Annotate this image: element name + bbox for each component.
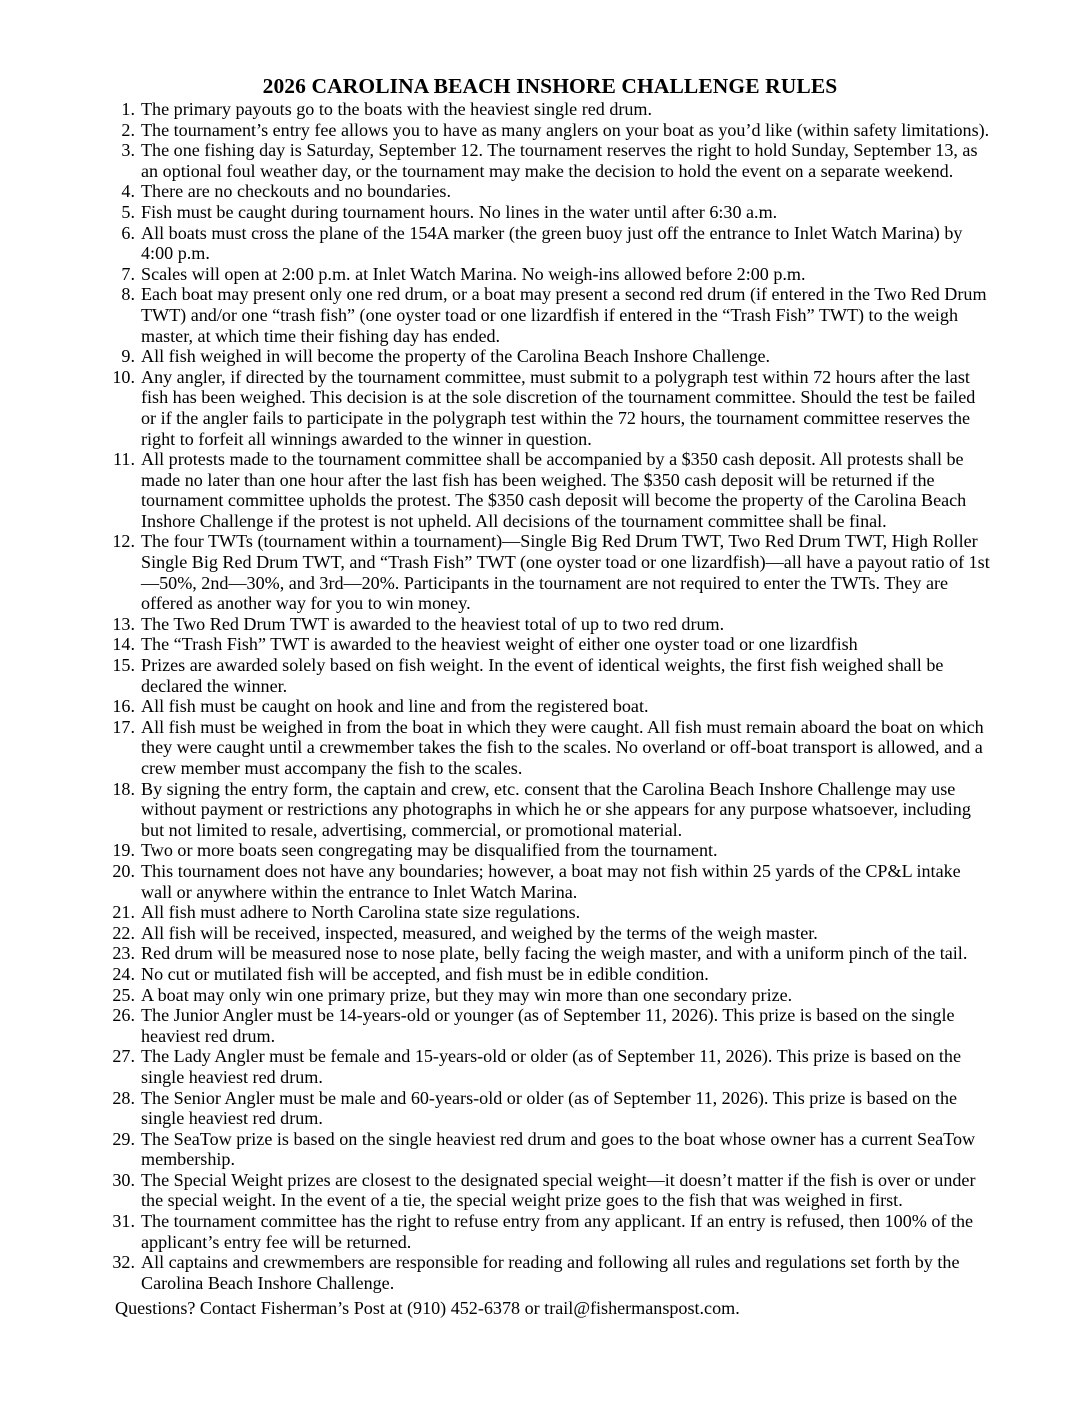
- page-title: 2026 CAROLINA BEACH INSHORE CHALLENGE RULES: [262, 74, 838, 99]
- rule-text: The Senior Angler must be male and 60-years-old or older (as of September 11, 2026). This prize is based on the single heaviest red drum.: [141, 1087, 958, 1129]
- rule-text: All protests made to the tournament committee shall be accompanied by a $350 cash deposit. All protests shall be made no later than one hour after the last fish has been weighed. The $350 cash deposit will be returned if the tournament committee upholds the protest. The $350 cash deposit will become the property of the Carolina Beach Inshore Challenge if the protest is not upheld. All decisions of the tournament committee shall be final.: [141, 449, 967, 531]
- rule-number: 20.: [112, 860, 135, 881]
- rule-item: [110, 1046, 992, 1087]
- rule-item: [110, 120, 992, 141]
- rule-item: [110, 902, 992, 923]
- rule-number: 11.: [113, 449, 135, 470]
- rule-number: 25.: [112, 984, 135, 1005]
- rule-number: 29.: [112, 1128, 135, 1149]
- rule-item: [110, 140, 992, 181]
- rule-item: [110, 779, 992, 841]
- rule-item: [110, 943, 992, 964]
- rule-number: 2.: [121, 119, 135, 140]
- rule-number: 5.: [121, 201, 135, 222]
- rule-item: [110, 861, 992, 902]
- rule-number: 15.: [112, 655, 135, 676]
- rule-item: [110, 367, 992, 449]
- rule-number: 22.: [112, 922, 135, 943]
- rule-text: Any angler, if directed by the tournament committee, must submit to a polygraph test within 72 hours after the last fish has been weighed. This decision is at the sole discretion of the tournament committee. Should the test be failed or if the angler fails to participate in the polygraph test within the 72 hours, the tournament committee reserves the right to forfeit all winnings awarded to the winner in question.: [141, 366, 976, 449]
- rule-item: [110, 181, 992, 202]
- rule-item: [110, 202, 992, 223]
- rule-text: All fish must adhere to North Carolina state size regulations.: [141, 902, 581, 923]
- rule-text: Fish must be caught during tournament hours. No lines in the water until after 6:30 a.m.: [141, 201, 778, 222]
- rule-item: [110, 1088, 992, 1129]
- rule-text: All fish will be received, inspected, measured, and weighed by the terms of the weigh master.: [141, 922, 818, 943]
- rule-number: 13.: [112, 613, 135, 634]
- rule-item: [110, 346, 992, 367]
- rule-item: [110, 99, 992, 120]
- rule-item: [110, 1211, 992, 1252]
- rule-number: 10.: [112, 366, 135, 387]
- rule-number: 28.: [112, 1087, 135, 1108]
- rule-number: 17.: [112, 716, 135, 737]
- rule-item: [110, 985, 992, 1006]
- rule-text: All fish weighed in will become the property of the Carolina Beach Inshore Challenge.: [141, 346, 771, 367]
- rule-number: 7.: [121, 263, 135, 284]
- rule-number: 14.: [112, 634, 135, 655]
- rule-text: The “Trash Fish” TWT is awarded to the heaviest weight of either one oyster toad or one lizardfish: [141, 634, 858, 655]
- rule-number: 16.: [112, 696, 135, 717]
- rule-item: [110, 449, 992, 531]
- rule-text: The Two Red Drum TWT is awarded to the heaviest total of up to two red drum.: [141, 613, 725, 634]
- rule-text: The tournament’s entry fee allows you to have as many anglers on your boat as you’d like (within safety limitations).: [141, 119, 990, 140]
- rule-text: The tournament committee has the right to refuse entry from any applicant. If an entry is refused, then 100% of the applicant’s entry fee will be returned.: [141, 1211, 974, 1252]
- rule-number: 24.: [112, 963, 135, 984]
- rule-item: [110, 717, 992, 779]
- rule-number: 23.: [112, 943, 135, 964]
- rule-number: 19.: [112, 840, 135, 861]
- rule-text: Each boat may present only one red drum, or a boat may present a second red drum (if entered in the Two Red Drum TWT) and/or one “trash fish” (one oyster toad or one lizardfish if entered in the “Trash Fish” TWT) to the weigh master, at which time their fishing day has ended.: [141, 284, 987, 346]
- rule-number: 12.: [112, 531, 135, 552]
- rule-item: [110, 1252, 992, 1293]
- rule-item: [110, 264, 992, 285]
- rule-text: The primary payouts go to the boats with the heaviest single red drum.: [141, 99, 653, 119]
- rule-item: [110, 614, 992, 635]
- rule-text: The four TWTs (tournament within a tournament)—Single Big Red Drum TWT, Two Red Drum TWT, High Roller Single Big Red Drum TWT, and “Trash Fish” TWT (one oyster toad or one lizardfish)—all have a payout ratio of 1st—50%, 2nd—30%, and 3rd—20%. Participants in the tournament are not required to enter the TWTs. They are offered as another way for you to win money.: [141, 531, 990, 614]
- rule-text: All boats must cross the plane of the 154A marker (the green buoy just off the entrance to Inlet Watch Marina) by 4:00 p.m.: [141, 222, 963, 264]
- rule-item: [110, 223, 992, 264]
- contact-footer: Questions? Contact Fisherman’s Post at (910) 452-6378 or trail@fishermanspost.com.: [115, 1298, 740, 1318]
- rule-text: All captains and crewmembers are responsible for reading and following all rules and regulations set forth by the Carolina Beach Inshore Challenge.: [141, 1252, 960, 1293]
- rule-item: [110, 1129, 992, 1170]
- rule-number: 21.: [112, 902, 135, 923]
- rule-text: No cut or mutilated fish will be accepted, and fish must be in edible condition.: [141, 963, 709, 984]
- rule-text: Two or more boats seen congregating may be disqualified from the tournament.: [141, 840, 718, 861]
- rule-text: Scales will open at 2:00 p.m. at Inlet Watch Marina. No weigh-ins allowed before 2:00 p.m.: [141, 263, 806, 284]
- rule-number: 1.: [121, 99, 135, 119]
- rule-number: 18.: [112, 778, 135, 799]
- rule-text: By signing the entry form, the captain and crew, etc. consent that the Carolina Beach Inshore Challenge may use without payment or restrictions any photographs in which he or she appears for any purpose whatsoever, including but not limited to resale, advertising, commercial, or promotional material.: [141, 778, 971, 840]
- rule-item: [110, 1005, 992, 1046]
- rule-item: [110, 964, 992, 985]
- rule-number: 32.: [112, 1252, 135, 1273]
- rule-number: 8.: [121, 284, 135, 305]
- rules-list: [110, 99, 992, 1293]
- rule-text: There are no checkouts and no boundaries.: [141, 181, 451, 202]
- rule-text: The Lady Angler must be female and 15-years-old or older (as of September 11, 2026). This prize is based on the single heaviest red drum.: [141, 1046, 962, 1087]
- rule-item: [110, 1170, 992, 1211]
- rule-item: [110, 696, 992, 717]
- rule-text: The Special Weight prizes are closest to the designated special weight—it doesn’t matter if the fish is over or under the special weight. In the event of a tie, the special weight prize goes to the fish that was weighed in first.: [141, 1169, 976, 1211]
- rule-text: This tournament does not have any boundaries; however, a boat may not fish within 25 yards of the CP&L intake wall or anywhere within the entrance to Inlet Watch Marina.: [141, 860, 961, 902]
- rule-number: 9.: [121, 346, 135, 367]
- rule-number: 6.: [121, 222, 135, 243]
- rule-number: 31.: [112, 1211, 135, 1232]
- rule-text: The SeaTow prize is based on the single heaviest red drum and goes to the boat whose owner has a current SeaTow membership.: [141, 1128, 976, 1170]
- rule-text: Red drum will be measured nose to nose plate, belly facing the weigh master, and with a uniform pinch of the tail.: [141, 943, 968, 964]
- rule-item: [110, 655, 992, 696]
- rule-text: The Junior Angler must be 14-years-old or younger (as of September 11, 2026). This prize is based on the single heaviest red drum.: [141, 1005, 955, 1046]
- rule-number: 3.: [121, 140, 135, 161]
- rule-item: [110, 840, 992, 861]
- rule-text: The one fishing day is Saturday, September 12. The tournament reserves the right to hold Sunday, September 13, as an optional foul weather day, or the tournament may make the decision to hold the event on a separate weekend.: [141, 140, 978, 181]
- rule-number: 26.: [112, 1005, 135, 1026]
- rule-text: All fish must be weighed in from the boat in which they were caught. All fish must remain aboard the boat on which they were caught until a crewmember takes the fish to the scales. No overland or off-boat transport is allowed, and a crew member must accompany the fish to the scales.: [141, 716, 984, 778]
- rule-text: Prizes are awarded solely based on fish weight. In the event of identical weights, the first fish weighed shall be declared the winner.: [141, 655, 944, 696]
- rule-number: 27.: [112, 1046, 135, 1067]
- rule-text: All fish must be caught on hook and line and from the registered boat.: [141, 696, 649, 717]
- rule-text: A boat may only win one primary prize, but they may win more than one secondary prize.: [141, 984, 793, 1005]
- rule-item: [110, 923, 992, 944]
- rule-item: [110, 284, 992, 346]
- rule-number: 4.: [121, 181, 135, 202]
- rule-item: [110, 634, 992, 655]
- rule-item: [110, 531, 992, 613]
- rule-number: 30.: [112, 1169, 135, 1190]
